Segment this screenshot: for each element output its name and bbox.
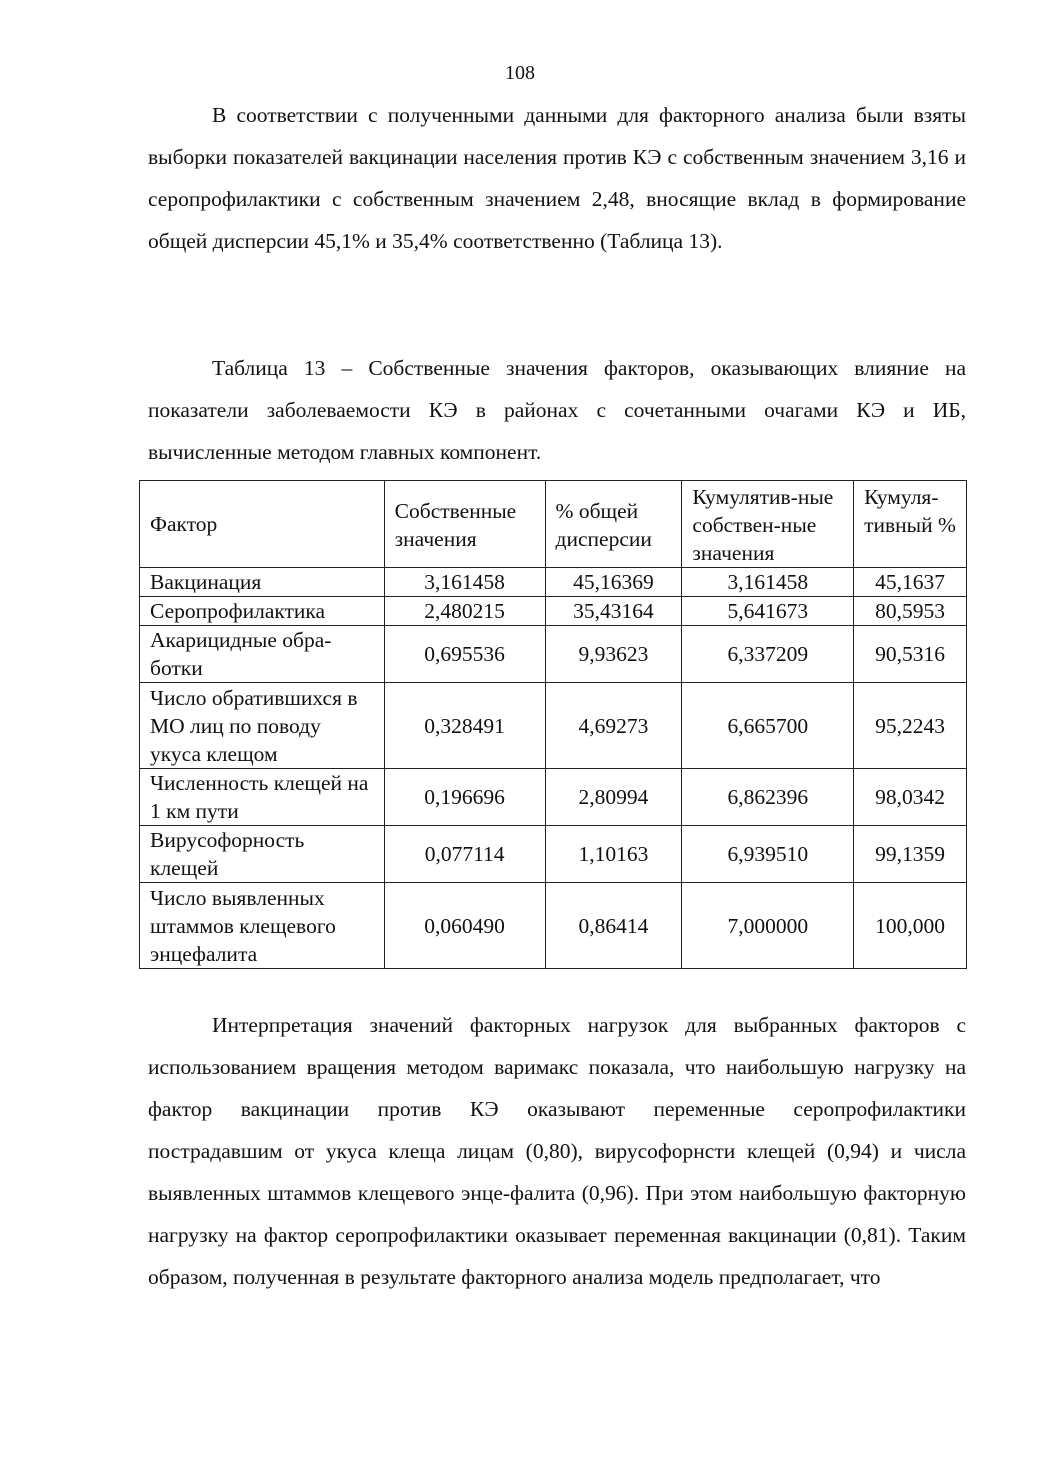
factor-cell: Акарицидные обра-ботки — [140, 626, 385, 683]
table-header-row — [140, 481, 967, 568]
value-cell: 99,1359 — [854, 826, 967, 883]
value-cell: 100,000 — [854, 883, 967, 969]
value-cell: 2,80994 — [545, 769, 682, 826]
table-row — [140, 883, 967, 969]
factor-cell: Численность клещей на 1 км пути — [140, 769, 385, 826]
value-cell: 4,69273 — [545, 683, 682, 769]
value-cell: 6,337209 — [682, 626, 854, 683]
value-cell: 3,161458 — [682, 568, 854, 597]
value-cell: 90,5316 — [854, 626, 967, 683]
value-cell: 6,939510 — [682, 826, 854, 883]
header-cell: Собственные значения — [384, 481, 545, 568]
header-cell: Фактор — [140, 481, 385, 568]
factor-cell: Число обратившихся в МО лиц по поводу укуса клещом — [140, 683, 385, 769]
value-cell: 6,665700 — [682, 683, 854, 769]
value-cell: 3,161458 — [384, 568, 545, 597]
value-cell: 0,86414 — [545, 883, 682, 969]
value-cell: 6,862396 — [682, 769, 854, 826]
value-cell: 0,060490 — [384, 883, 545, 969]
header-cell: % общей дисперсии — [545, 481, 682, 568]
factor-cell: Вирусофорность клещей — [140, 826, 385, 883]
value-cell: 5,641673 — [682, 597, 854, 626]
value-cell: 0,077114 — [384, 826, 545, 883]
table-row — [140, 597, 967, 626]
value-cell: 0,196696 — [384, 769, 545, 826]
value-cell: 35,43164 — [545, 597, 682, 626]
value-cell: 98,0342 — [854, 769, 967, 826]
table-caption: Таблица 13 – Собственные значения факторов, оказывающих влияние на показатели заболеваемости КЭ в районах с сочетанными очагами КЭ и ИБ, вычисленные методом главных компонент. — [148, 356, 966, 464]
header-cell: Кумулятив-ные собствен-ные значения — [682, 481, 854, 568]
table-row — [140, 826, 967, 883]
eigenvalues-table — [139, 480, 967, 969]
value-cell: 80,5953 — [854, 597, 967, 626]
value-cell: 45,16369 — [545, 568, 682, 597]
value-cell: 0,695536 — [384, 626, 545, 683]
header-cell: Кумуля-тивный % — [854, 481, 967, 568]
paragraph-intro: В соответствии с полученными данными для факторного анализа были взяты выборки показателей вакцинации населения против КЭ с собственным значением 3,16 и серопрофилактики с собственным значением 2,48, вносящие вклад в формирование общей дисперсии 45,1% и 35,4% соответственно (Таблица 13). — [148, 103, 966, 253]
table-row — [140, 683, 967, 769]
value-cell: 0,328491 — [384, 683, 545, 769]
table-row — [140, 769, 967, 826]
value-cell: 45,1637 — [854, 568, 967, 597]
table-row — [140, 568, 967, 597]
factor-cell: Вакцинация — [140, 568, 385, 597]
paragraph-interpretation: Интерпретация значений факторных нагрузок для выбранных факторов с использованием вращения методом варимакс показала, что наибольшую нагрузку на фактор вакцинации против КЭ оказывают переменные серопрофилактики пострадавшим от укуса клеща лицам (0,80), вирусофорнсти клещей (0,94) и числа выявленных штаммов клещевого энце-фалита (0,96). При этом наибольшую факторную нагрузку на фактор серопрофилактики оказывает переменная вакцинации (0,81). Таким образом, полученная в результате факторного анализа модель предполагает, что — [148, 1013, 966, 1289]
value-cell: 7,000000 — [682, 883, 854, 969]
factor-cell: Число выявленных штаммов клещевого энцефалита — [140, 883, 385, 969]
factor-cell: Серопрофилактика — [140, 597, 385, 626]
value-cell: 1,10163 — [545, 826, 682, 883]
value-cell: 2,480215 — [384, 597, 545, 626]
value-cell: 95,2243 — [854, 683, 967, 769]
table-row — [140, 626, 967, 683]
value-cell: 9,93623 — [545, 626, 682, 683]
page-number: 108 — [505, 62, 535, 84]
